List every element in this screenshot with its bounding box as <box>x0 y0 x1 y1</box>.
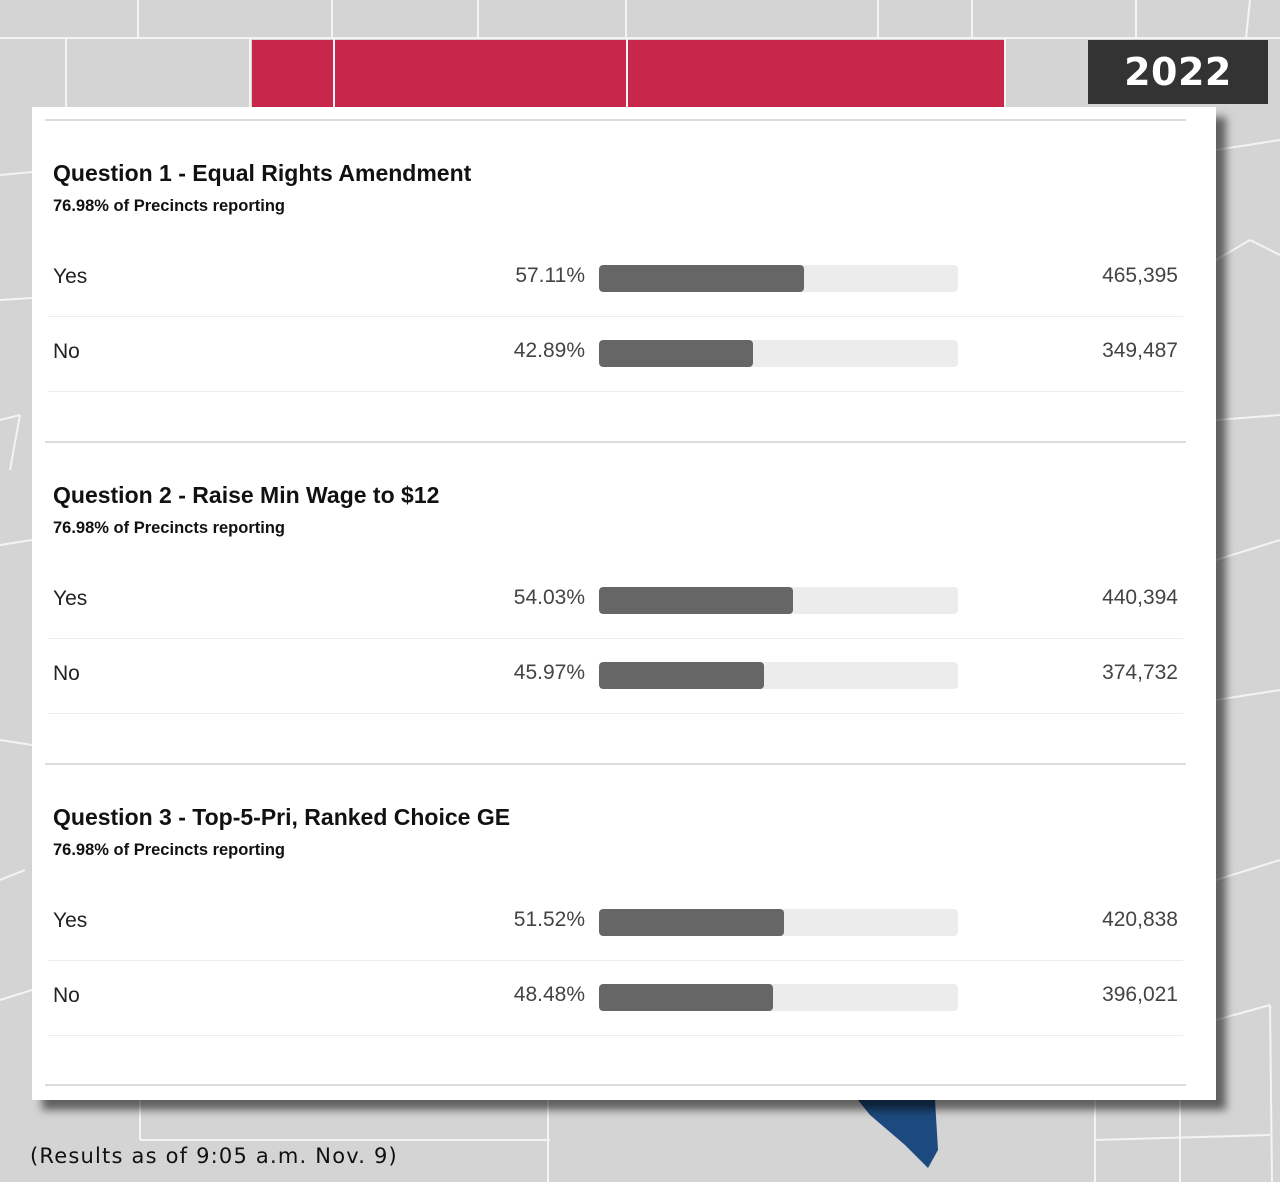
vote-count: 420,838 <box>1102 908 1178 931</box>
question-section-1 <box>45 119 1186 443</box>
vote-share-bar <box>599 265 958 292</box>
vote-share-bar-fill <box>599 265 804 292</box>
option-label: No <box>53 662 80 685</box>
vote-share-bar-fill <box>599 662 764 689</box>
vote-percent: 54.03% <box>513 586 585 609</box>
option-label: Yes <box>53 909 88 932</box>
divider <box>45 1084 1186 1086</box>
vote-share-bar-fill <box>599 587 793 614</box>
vote-count: 374,732 <box>1102 661 1178 684</box>
vote-share-bar <box>599 340 958 367</box>
vote-percent: 51.52% <box>513 908 585 931</box>
result-row-no <box>48 639 1183 714</box>
vote-share-bar <box>599 909 958 936</box>
year-badge: 2022 <box>1088 40 1268 104</box>
question-title: Question 2 - Raise Min Wage to $12 <box>53 482 440 508</box>
option-label: Yes <box>53 587 88 610</box>
vote-share-bar <box>599 587 958 614</box>
vote-share-bar-fill <box>599 340 753 367</box>
option-label: No <box>53 340 80 363</box>
precincts-reporting: 76.98% of Precincts reporting <box>53 841 285 859</box>
result-row-yes <box>48 886 1183 961</box>
result-row-no <box>48 961 1183 1036</box>
ballot-results-panel <box>32 107 1216 1100</box>
vote-count: 396,021 <box>1102 983 1178 1006</box>
vote-percent: 57.11% <box>515 264 585 287</box>
vote-count: 349,487 <box>1102 339 1178 362</box>
result-row-yes <box>48 242 1183 317</box>
vote-share-bar-fill <box>599 984 773 1011</box>
result-row-no <box>48 317 1183 392</box>
vote-share-bar-fill <box>599 909 784 936</box>
question-section-3 <box>45 763 1186 1087</box>
result-row-yes <box>48 564 1183 639</box>
vote-percent: 42.89% <box>513 339 585 362</box>
vote-count: 440,394 <box>1102 586 1178 609</box>
vote-percent: 48.48% <box>513 983 585 1006</box>
vote-share-bar <box>599 662 958 689</box>
precincts-reporting: 76.98% of Precincts reporting <box>53 197 285 215</box>
option-label: Yes <box>53 265 88 288</box>
option-label: No <box>53 984 80 1007</box>
vote-share-bar <box>599 984 958 1011</box>
precincts-reporting: 76.98% of Precincts reporting <box>53 519 285 537</box>
question-section-2 <box>45 441 1186 765</box>
question-title: Question 1 - Equal Rights Amendment <box>53 160 472 186</box>
results-timestamp-note: (Results as of 9:05 a.m. Nov. 9) <box>30 1144 398 1168</box>
question-title: Question 3 - Top-5-Pri, Ranked Choice GE <box>53 804 511 830</box>
vote-percent: 45.97% <box>513 661 585 684</box>
vote-count: 465,395 <box>1102 264 1178 287</box>
